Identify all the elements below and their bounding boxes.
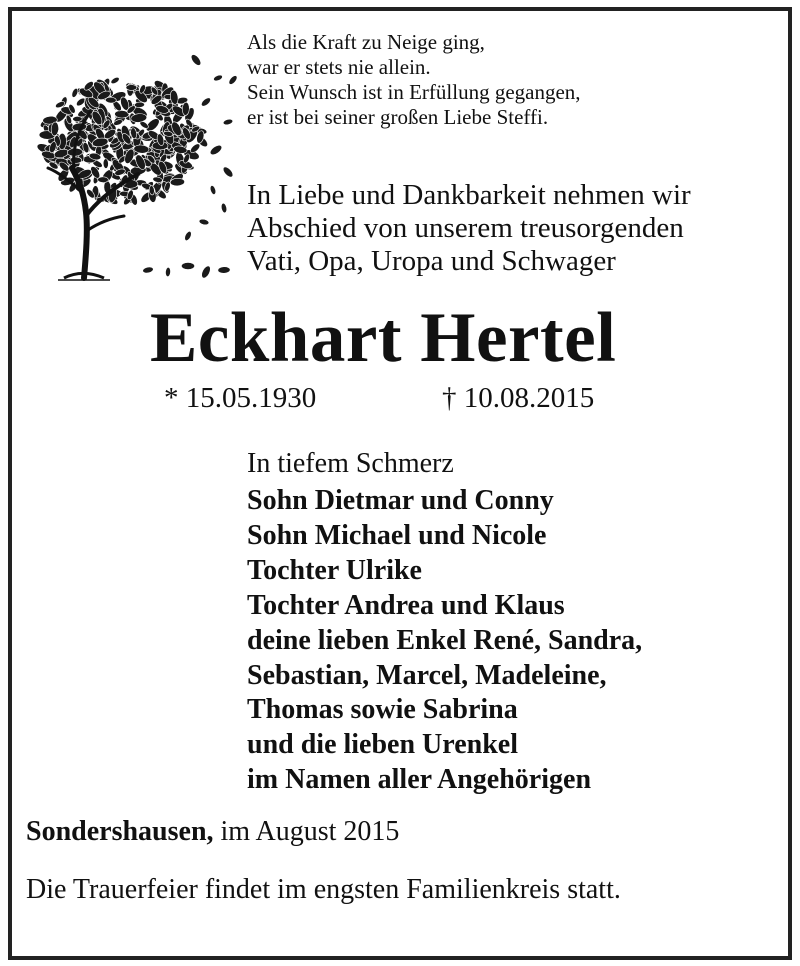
mourner-line: Sebastian, Marcel, Madeleine,	[247, 659, 607, 691]
poem-line: er ist bei seiner großen Liebe Steffi.	[247, 105, 549, 129]
mourner-line: Tochter Ulrike	[247, 554, 422, 586]
place-month: im August 2015	[213, 816, 400, 847]
mourner-line: deine lieben Enkel René, Sandra,	[247, 624, 643, 656]
poem-line: Als die Kraft zu Neige ging,	[247, 30, 485, 54]
mourner-line: Sohn Dietmar und Conny	[247, 485, 554, 516]
mourner-line: Thomas sowie Sabrina	[247, 694, 518, 726]
poem-line: Sein Wunsch ist in Erfüllung gegangen,	[247, 80, 581, 104]
intro-line: Vati, Opa, Uropa und Schwager	[247, 245, 616, 277]
intro-line: Abschied von unserem treusorgenden	[247, 212, 684, 244]
place-date	[26, 815, 399, 849]
deceased-name: Eckhart Hertel	[150, 299, 617, 377]
mourner-line: im Namen aller Angehörigen	[247, 764, 592, 796]
poem	[247, 30, 581, 130]
mourners-heading: In tiefem Schmerz	[247, 448, 454, 479]
windswept-tree-icon	[28, 40, 244, 284]
funeral-note: Die Trauerfeier findet im engsten Familienkreis statt.	[26, 874, 621, 905]
mourners-list	[247, 484, 642, 798]
death-date: † 10.08.2015	[442, 382, 595, 414]
intro-text	[247, 179, 691, 278]
place-city: Sondershausen,	[26, 816, 214, 847]
mourner-line: Sohn Michael und Nicole	[247, 519, 547, 551]
intro-line: In Liebe und Dankbarkeit nehmen wir	[247, 179, 691, 211]
birth-date: * 15.05.1930	[164, 382, 317, 414]
poem-line: war er stets nie allein.	[247, 55, 431, 79]
mourner-line: und die lieben Urenkel	[247, 729, 518, 761]
mourner-line: Tochter Andrea und Klaus	[247, 589, 565, 621]
